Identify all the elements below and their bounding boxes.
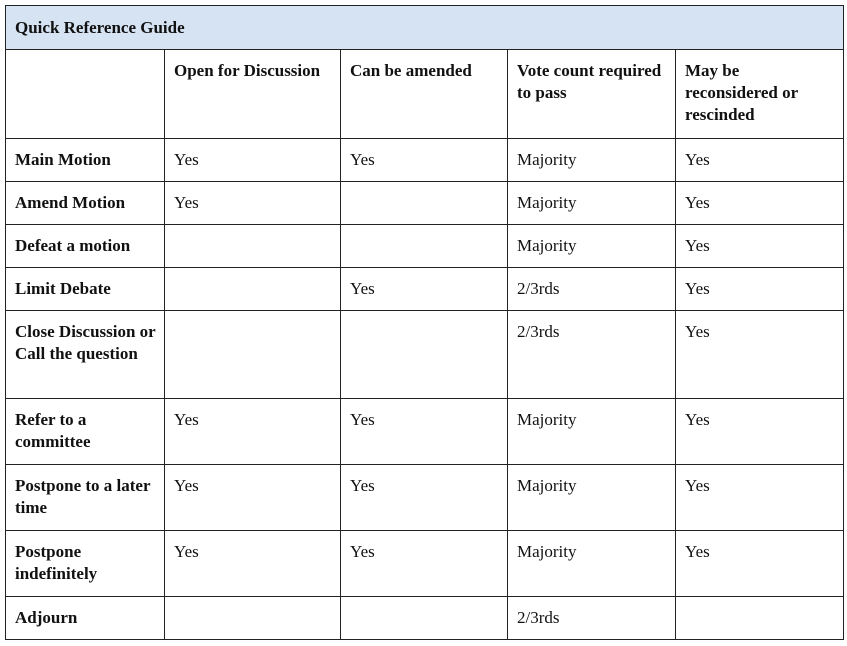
table-row	[6, 268, 844, 311]
reconsider-cell: Yes	[676, 399, 844, 465]
vote-cell: Majority	[508, 399, 676, 465]
discussion-cell: Yes	[165, 182, 341, 225]
table-row	[6, 531, 844, 597]
vote-cell: 2/3rds	[508, 597, 676, 640]
amended-cell	[341, 182, 508, 225]
amended-cell: Yes	[341, 139, 508, 182]
vote-cell: 2/3rds	[508, 268, 676, 311]
amended-cell: Yes	[341, 268, 508, 311]
table-row	[6, 597, 844, 640]
amended-cell	[341, 311, 508, 399]
reconsider-cell: Yes	[676, 311, 844, 399]
reconsider-cell	[676, 597, 844, 640]
amended-cell: Yes	[341, 531, 508, 597]
amended-cell: Yes	[341, 465, 508, 531]
vote-cell: Majority	[508, 531, 676, 597]
vote-cell: Majority	[508, 225, 676, 268]
column-header-motion	[6, 50, 165, 139]
amended-cell	[341, 225, 508, 268]
reconsider-cell: Yes	[676, 268, 844, 311]
vote-cell: 2/3rds	[508, 311, 676, 399]
motion-name: Main Motion	[6, 139, 165, 182]
column-header-amended: Can be amended	[341, 50, 508, 139]
motion-name: Close Discussion or Call the question	[6, 311, 165, 399]
vote-cell: Majority	[508, 182, 676, 225]
amended-cell	[341, 597, 508, 640]
vote-cell: Majority	[508, 465, 676, 531]
motion-name: Adjourn	[6, 597, 165, 640]
table-row	[6, 182, 844, 225]
discussion-cell: Yes	[165, 531, 341, 597]
discussion-cell: Yes	[165, 465, 341, 531]
motion-name: Amend Motion	[6, 182, 165, 225]
discussion-cell	[165, 225, 341, 268]
column-header-reconsider: May be reconsidered or rescinded	[676, 50, 844, 139]
table-title: Quick Reference Guide	[6, 6, 844, 50]
reconsider-cell: Yes	[676, 139, 844, 182]
table-row	[6, 139, 844, 182]
column-header-vote: Vote count required to pass	[508, 50, 676, 139]
motion-name: Defeat a motion	[6, 225, 165, 268]
discussion-cell: Yes	[165, 139, 341, 182]
header-row	[6, 50, 844, 139]
quick-reference-table	[5, 5, 844, 640]
reconsider-cell: Yes	[676, 465, 844, 531]
discussion-cell	[165, 268, 341, 311]
reconsider-cell: Yes	[676, 531, 844, 597]
motion-name: Postpone indefinitely	[6, 531, 165, 597]
table-row	[6, 311, 844, 399]
reconsider-cell: Yes	[676, 182, 844, 225]
motion-name: Postpone to a later time	[6, 465, 165, 531]
table-row	[6, 225, 844, 268]
table-row	[6, 465, 844, 531]
amended-cell: Yes	[341, 399, 508, 465]
motion-name: Refer to a committee	[6, 399, 165, 465]
vote-cell: Majority	[508, 139, 676, 182]
table-row	[6, 399, 844, 465]
discussion-cell: Yes	[165, 399, 341, 465]
discussion-cell	[165, 311, 341, 399]
discussion-cell	[165, 597, 341, 640]
column-header-discussion: Open for Discussion	[165, 50, 341, 139]
motion-name: Limit Debate	[6, 268, 165, 311]
reconsider-cell: Yes	[676, 225, 844, 268]
